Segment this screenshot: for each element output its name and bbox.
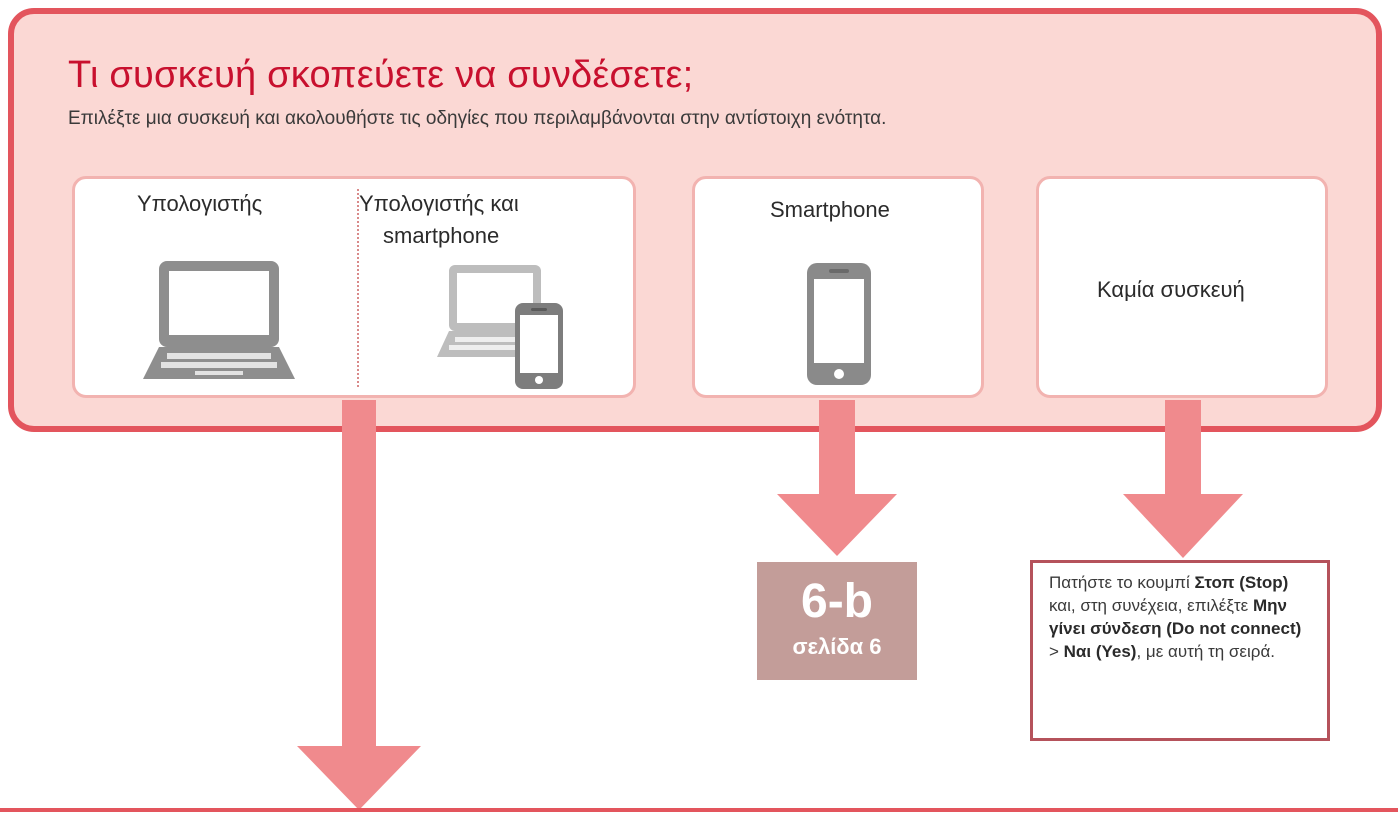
arrow-smartphone-shaft (819, 400, 855, 496)
stop-button-ref: Στοπ (Stop) (1194, 573, 1289, 592)
instr-text-3: > (1049, 642, 1064, 661)
smartphone-section-link[interactable] (757, 562, 917, 680)
option-computer-label: Υπολογιστής (137, 191, 263, 216)
arrow-computer-shaft (342, 400, 376, 748)
instr-text-4: , με αυτή τη σειρά. (1136, 642, 1275, 661)
option-smartphone-label: Smartphone (770, 197, 890, 222)
section-code: 6-b (801, 575, 873, 628)
option-no-device[interactable] (1036, 176, 1328, 398)
smartphone-icon (805, 261, 873, 387)
do-not-connect-ref: Μην γίνει σύνδεση (Do not connect) (1049, 596, 1302, 638)
no-device-instructions (1030, 560, 1330, 741)
computer-options-card (72, 176, 636, 398)
yes-ref: Ναι (Yes) (1063, 642, 1137, 661)
laptop-and-smartphone-icon (433, 261, 573, 391)
option-no-device-label: Καμία συσκευή (1097, 277, 1245, 302)
arrow-smartphone-head (777, 494, 897, 556)
instr-text-2: και, στη συνέχεια, επιλέξτε (1049, 596, 1253, 615)
arrow-computer-head (297, 746, 421, 810)
option-computer[interactable] (75, 179, 357, 395)
next-section-divider (0, 808, 1398, 812)
option-computer-smartphone-label-line2: smartphone (383, 223, 500, 248)
page-title: Τι συσκευή σκοπεύετε να συνδέσετε; (68, 54, 694, 96)
option-computer-smartphone-label-line1: Υπολογιστής και (359, 191, 519, 216)
section-page: σελίδα 6 (792, 634, 882, 659)
laptop-icon (139, 257, 299, 385)
option-smartphone[interactable] (692, 176, 984, 398)
arrow-no-device-head (1123, 494, 1243, 558)
arrow-no-device-shaft (1165, 400, 1201, 496)
page-subtitle: Επιλέξτε μια συσκευή και ακολουθήστε τις οδηγίες που περιλαμβάνονται στην αντίστοιχη ενότητα. (68, 108, 887, 129)
instr-text-1: Πατήστε το κουμπί (1049, 573, 1195, 592)
option-computer-and-smartphone[interactable] (359, 179, 633, 395)
